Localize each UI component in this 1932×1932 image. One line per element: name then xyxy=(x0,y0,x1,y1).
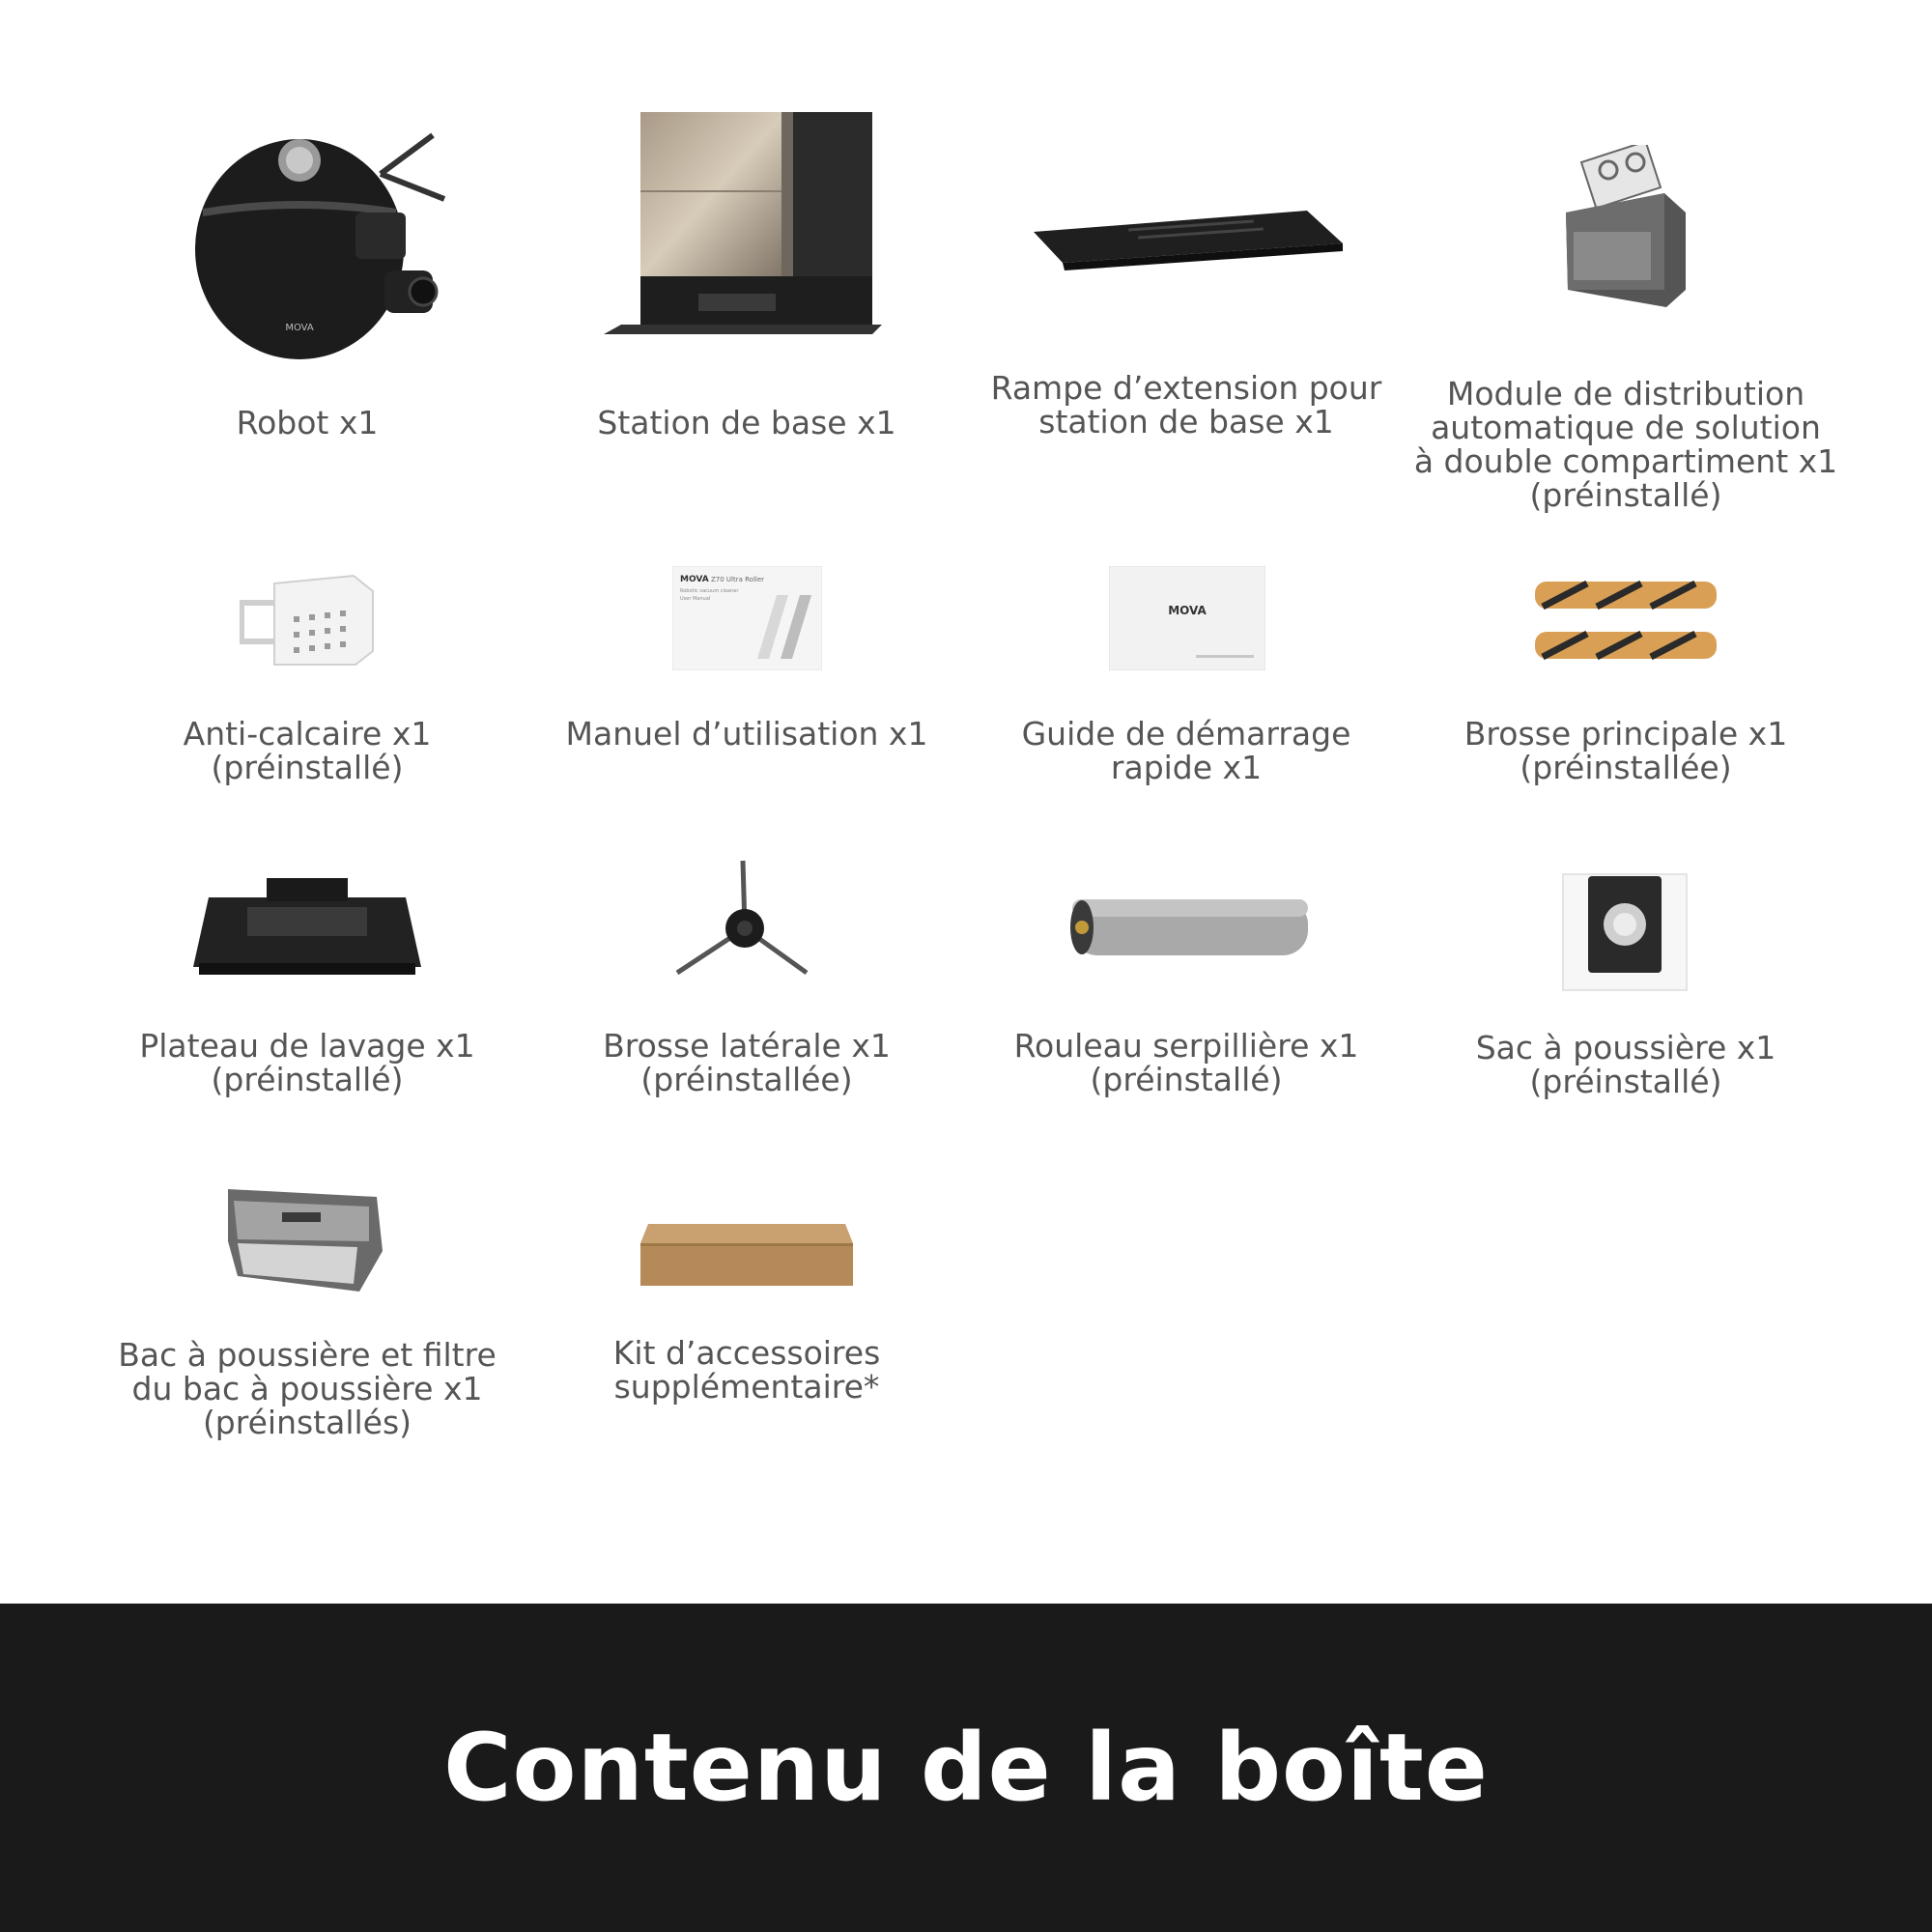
guide-image xyxy=(1109,566,1265,670)
item-label: Kit d’accessoires supplémentaire* xyxy=(612,1334,881,1406)
item-side-brush xyxy=(534,855,959,1096)
mop-tray-image xyxy=(189,874,425,980)
item-mop-roller xyxy=(974,855,1399,1096)
dispenser-image xyxy=(1558,145,1693,309)
ramp-image xyxy=(1032,203,1346,280)
mop-roller-image xyxy=(1065,897,1312,957)
item-label: Bac à poussière et filtre du bac à poussière x1 (préinstallés) xyxy=(118,1336,497,1441)
item-quick-start-guide xyxy=(974,560,1399,802)
item-label: Robot x1 xyxy=(236,404,379,441)
item-mop-tray xyxy=(95,855,520,1096)
svg-text:Robotic vacuum cleaner: Robotic vacuum cleaner xyxy=(680,588,739,594)
item-label: Brosse latérale x1 (préinstallée) xyxy=(603,1027,891,1098)
item-anti-scale xyxy=(95,560,520,802)
dust-bag-image xyxy=(1561,872,1689,992)
manual-logo: MOVA xyxy=(680,575,709,584)
anti-scale-image xyxy=(240,570,375,667)
item-label: Brosse principale x1 (préinstallée) xyxy=(1463,715,1788,786)
item-base-station xyxy=(534,97,959,454)
side-brush-image xyxy=(669,857,814,982)
svg-text:Z70 Ultra Roller: Z70 Ultra Roller xyxy=(711,576,765,583)
item-dispenser-module xyxy=(1413,97,1838,522)
item-accessory-kit xyxy=(534,1164,959,1454)
item-dust-bag xyxy=(1413,855,1838,1100)
item-label: Plateau de lavage x1 (préinstallé) xyxy=(139,1027,475,1098)
accessory-box-image xyxy=(639,1220,855,1290)
footer-banner xyxy=(0,1604,1932,1932)
main-brush-image xyxy=(1529,578,1722,668)
page-title: Contenu de la boîte xyxy=(443,1714,1489,1822)
item-label: Anti-calcaire x1 (préinstallé) xyxy=(183,715,432,786)
item-label: Rouleau serpillière x1 (préinstallé) xyxy=(1013,1027,1359,1098)
item-extension-ramp xyxy=(974,97,1399,454)
item-user-manual xyxy=(534,560,959,802)
base-station-image xyxy=(602,110,892,342)
item-main-brush xyxy=(1413,560,1838,802)
item-label: Rampe d’extension pour station de base x1 xyxy=(990,369,1382,440)
item-label: Station de base x1 xyxy=(597,404,896,441)
dust-bin-image xyxy=(224,1183,384,1293)
item-robot xyxy=(95,97,520,454)
item-dust-bin-filter xyxy=(95,1164,520,1454)
item-label: Guide de démarrage rapide x1 xyxy=(1021,715,1351,786)
item-label: Module de distribution automatique de solution à double compartiment x1 (préinstallé) xyxy=(1413,375,1838,514)
guide-logo: MOVA xyxy=(1168,604,1207,617)
item-label: Manuel d’utilisation x1 xyxy=(565,715,928,753)
item-label: Sac à poussière x1 (préinstallé) xyxy=(1475,1029,1776,1100)
svg-text:User Manual: User Manual xyxy=(680,596,711,602)
robot-image xyxy=(191,106,452,377)
manual-image xyxy=(672,566,822,670)
robot-logo: MOVA xyxy=(285,323,314,333)
